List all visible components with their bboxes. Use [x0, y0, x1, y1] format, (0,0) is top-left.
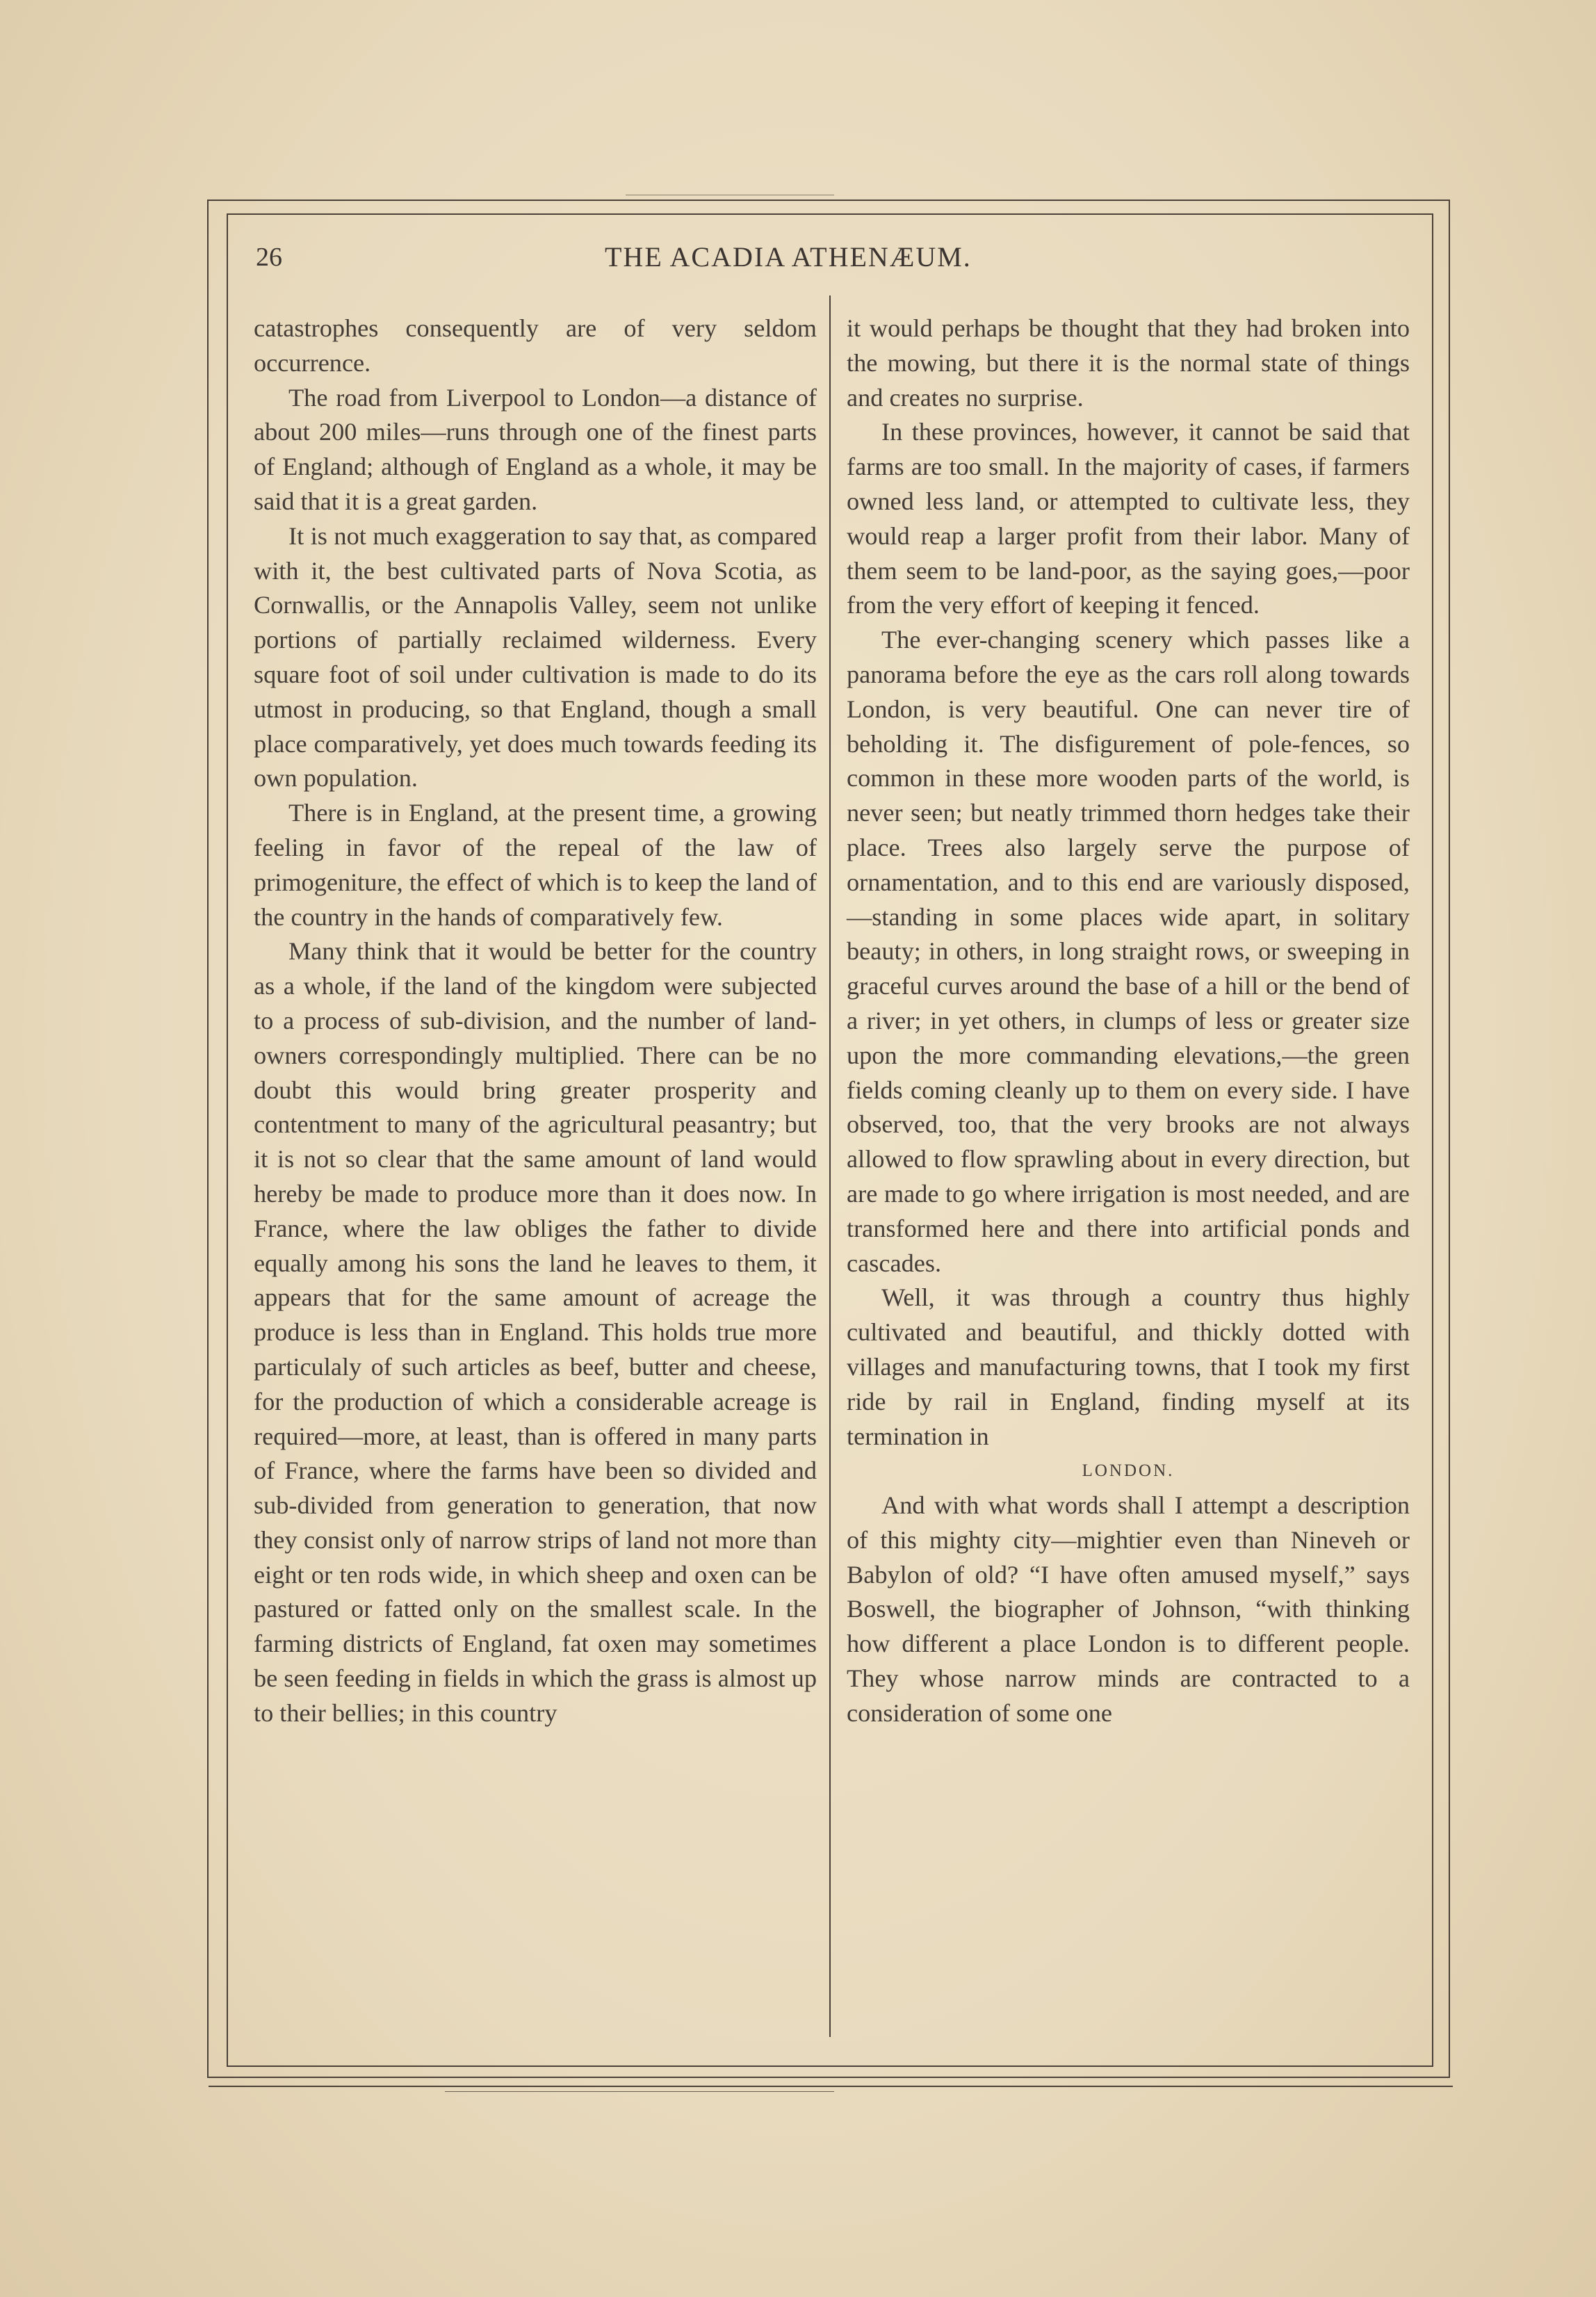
paragraph: In these provinces, however, it cannot be said that farms are too small. In the majority of cases, if farmers owned less land, or attempted to cultivate less, they would reap a larger profit from their labor. Many of them seem to be land-poor, as the saying goes,—poor from the very effort of keeping it fenced. [847, 418, 1410, 619]
paragraph: There is in England, at the present time, a growing feeling in favor of the repeal of the law of primogeniture, the effect of which is to keep the land of the country in the hands of comparatively few. [254, 799, 817, 931]
column-divider [829, 295, 831, 2037]
paragraph: The ever-changing scenery which passes like a panorama before the eye as the cars roll along towards London, is very beautiful. One can never tire of beholding it. The disfigurement of pole-fences, so common in these more wooden parts of the world, is never seen; but neatly trimmed thorn hedges take their place. Trees also largely serve the purpose of ornamentation, and to this end are variously disposed,—standing in some places wide apart, in solitary beauty; in others, in long straight rows, or sweeping in graceful curves around the base of a hill or the bend of a river; in yet others, in clumps of less or greater size upon the more commanding elevations,—the green fields coming cleanly up to them on every side. I have observed, too, that the very brooks are not always allowed to flow sprawling about in every direction, but are made to go where irrigation is most needed, and are transformed here and there into artificial ponds and cascades. [847, 626, 1410, 1277]
left-column [254, 311, 817, 1731]
bottom-rule-thin [445, 2091, 834, 2092]
page-header [250, 240, 1418, 275]
paragraph: It is not much exaggeration to say that, as compared with it, the best cultivated parts of Nova Scotia, as Cornwallis, or the Annapolis Valley, seem not unlike portions of partially reclaimed wilderness. Every square foot of soil under cultivation is made to do its utmost in producing, so that England, though a small place comparatively, yet does much towards feeding its own population. [254, 521, 817, 793]
paragraph: Many think that it would be better for the country as a whole, if the land of the kingdom were subjected to a process of sub-division, and the number of land-owners correspondingly multiplied. There can be no doubt this would bring greater prosperity and contentment to many of the agricultural peasantry; but it is not so clear that the same amount of land would hereby be made to produce more than it does now. In France, where the law obliges the father to divide equally among his sons the land he leaves to them, it appears that for the same amount of acreage the produce is less than in England. This holds true more particulaly of such articles as beef, butter and cheese, for the production of which a considerable acreage is required—more, at least, than is offered in many parts of France, where the farms have been so divided and sub-divided from generation to generation, that now they consist only of narrow strips of land not more than eight or ten rods wide, in which sheep and oxen can be pastured or fatted only on the smallest scale. In the farming districts of England, fat oxen may sometimes be seen feeding in fields in which the grass is almost up to their bellies; in this country [254, 937, 817, 1727]
section-heading: LONDON. [1082, 1461, 1175, 1481]
page-number: 26 [256, 243, 282, 272]
paragraph: Well, it was through a country thus highly cultivated and beautiful, and thickly dotted with villages and manufacturing towns, that I took my first ride by rail in England, finding myself at its termination in [847, 1283, 1410, 1450]
paragraph: And with what words shall I attempt a description of this mighty city—mightier even than Nineveh or Babylon of old? “I have often amused myself,” says Boswell, the biographer of Johnson, “with thinking how different a place London is to different people. They whose narrow minds are contracted to a consideration of some one [847, 1491, 1410, 1727]
bottom-rule [209, 2086, 1453, 2087]
paragraph: it would perhaps be thought that they had broken into the mowing, but there it is the normal state of things and creates no surprise. [847, 314, 1410, 412]
right-column [847, 311, 1410, 1731]
paragraph: The road from Liverpool to London—a distance of about 200 miles—runs through one of the finest parts of England; although of England as a whole, it may be said that it is a great garden. [254, 383, 817, 515]
paragraph: catastrophes consequently are of very seldom occurrence. [254, 314, 817, 377]
journal-title: THE ACADIA ATHENÆUM. [605, 241, 972, 273]
